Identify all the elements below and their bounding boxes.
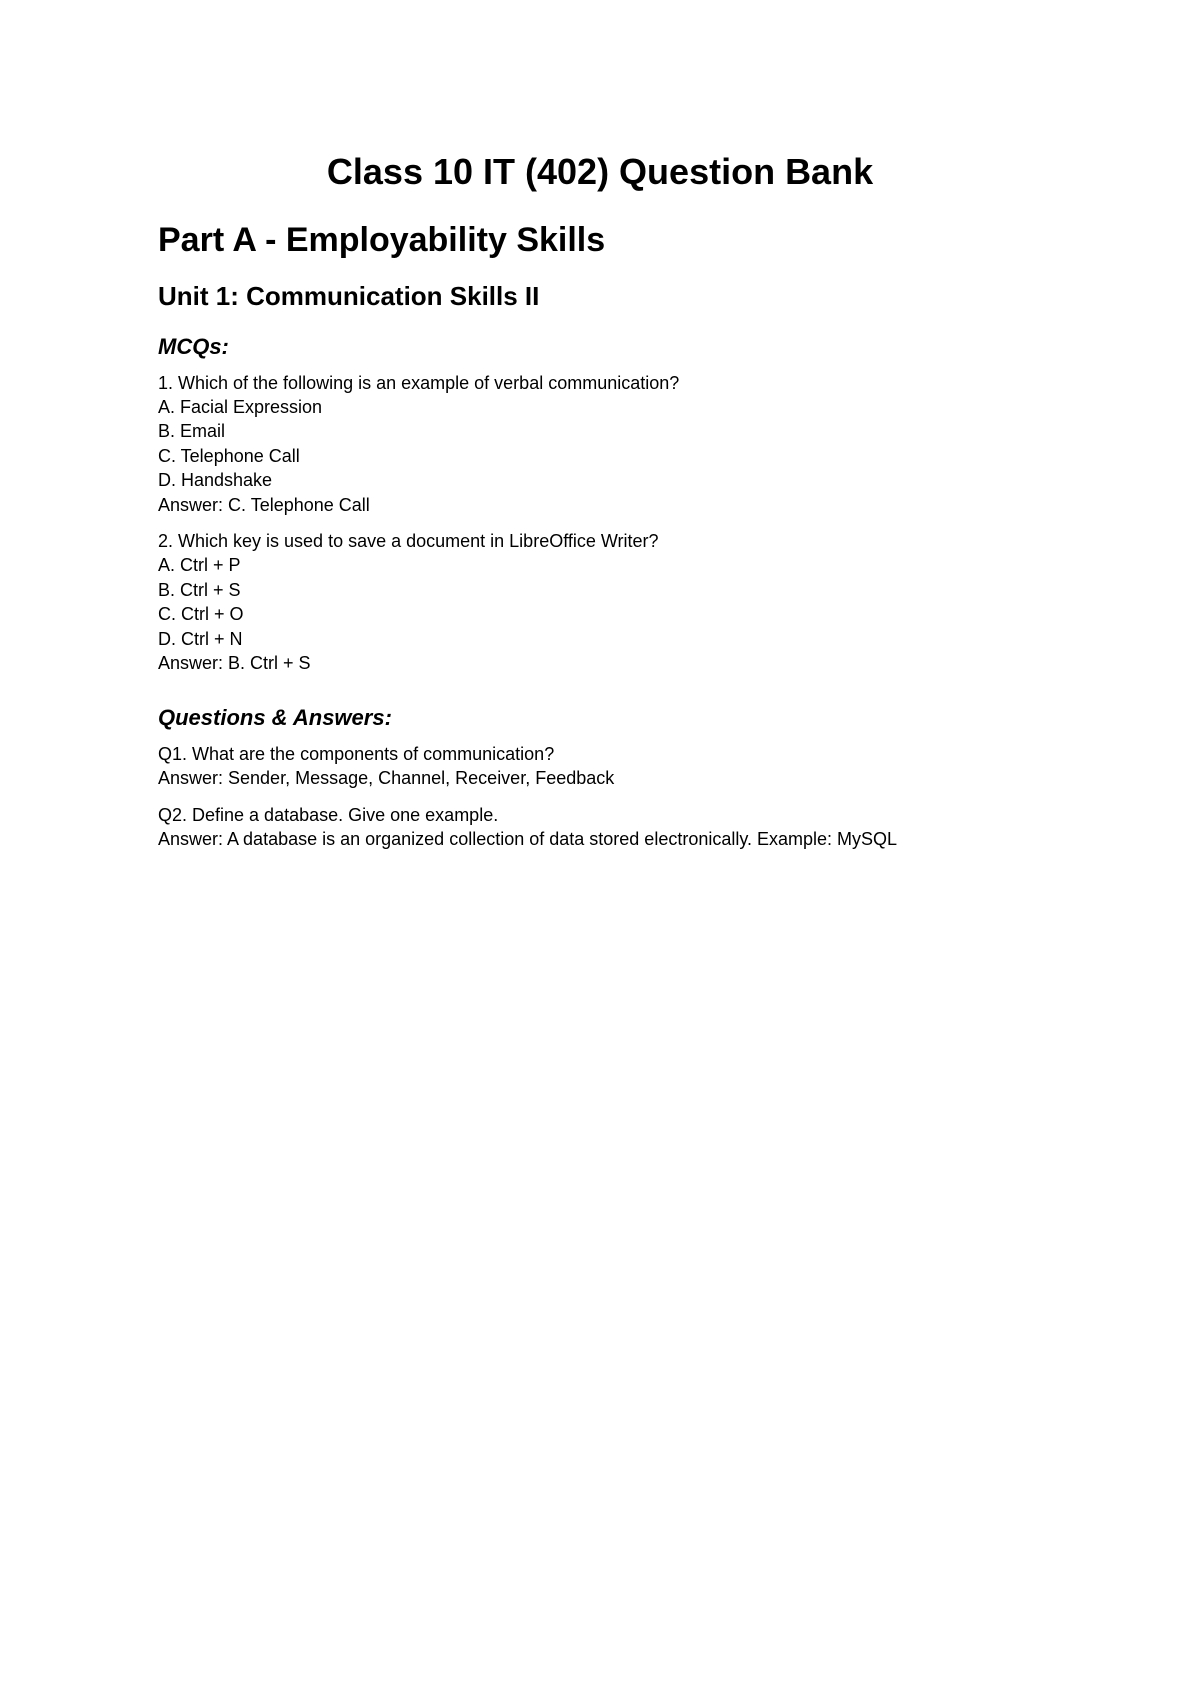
mcq-option: D. Ctrl + N xyxy=(158,628,243,649)
qa-answer: Answer: Sender, Message, Channel, Receiver, Feedback xyxy=(158,768,615,789)
document-content xyxy=(158,150,1058,851)
qa-item xyxy=(158,803,1058,852)
qa-answer: Answer: A database is an organized collection of data stored electronically. Example: MySQL xyxy=(158,829,898,850)
mcq-question: 2. Which key is used to save a document in LibreOffice Writer? xyxy=(158,531,659,551)
mcq-option: A. Facial Expression xyxy=(158,396,323,417)
mcq-answer: Answer: C. Telephone Call xyxy=(158,494,370,515)
mcq-question: 1. Which of the following is an example of verbal communication? xyxy=(158,372,680,393)
mcq-option: B. Email xyxy=(158,421,226,442)
mcq-section-heading: MCQs: xyxy=(158,334,229,360)
qa-question: Q1. What are the components of communication? xyxy=(158,743,555,764)
qa-item xyxy=(158,742,1058,791)
mcq-option: D. Handshake xyxy=(158,470,273,491)
qa-question: Q2. Define a database. Give one example. xyxy=(158,804,499,825)
mcq-option: B. Ctrl + S xyxy=(158,579,241,600)
mcq-option: C. Telephone Call xyxy=(158,445,300,466)
qa-section-heading: Questions & Answers: xyxy=(158,705,392,731)
unit-heading: Unit 1: Communication Skills II xyxy=(158,280,540,311)
part-heading: Part A - Employability Skills xyxy=(158,221,606,260)
document-title: Class 10 IT (402) Question Bank xyxy=(326,151,874,192)
mcq-answer: Answer: B. Ctrl + S xyxy=(158,653,311,674)
mcq-item xyxy=(158,371,1058,517)
mcq-item xyxy=(158,529,1058,675)
mcq-option: C. Ctrl + O xyxy=(158,604,244,625)
mcq-option: A. Ctrl + P xyxy=(158,555,241,576)
